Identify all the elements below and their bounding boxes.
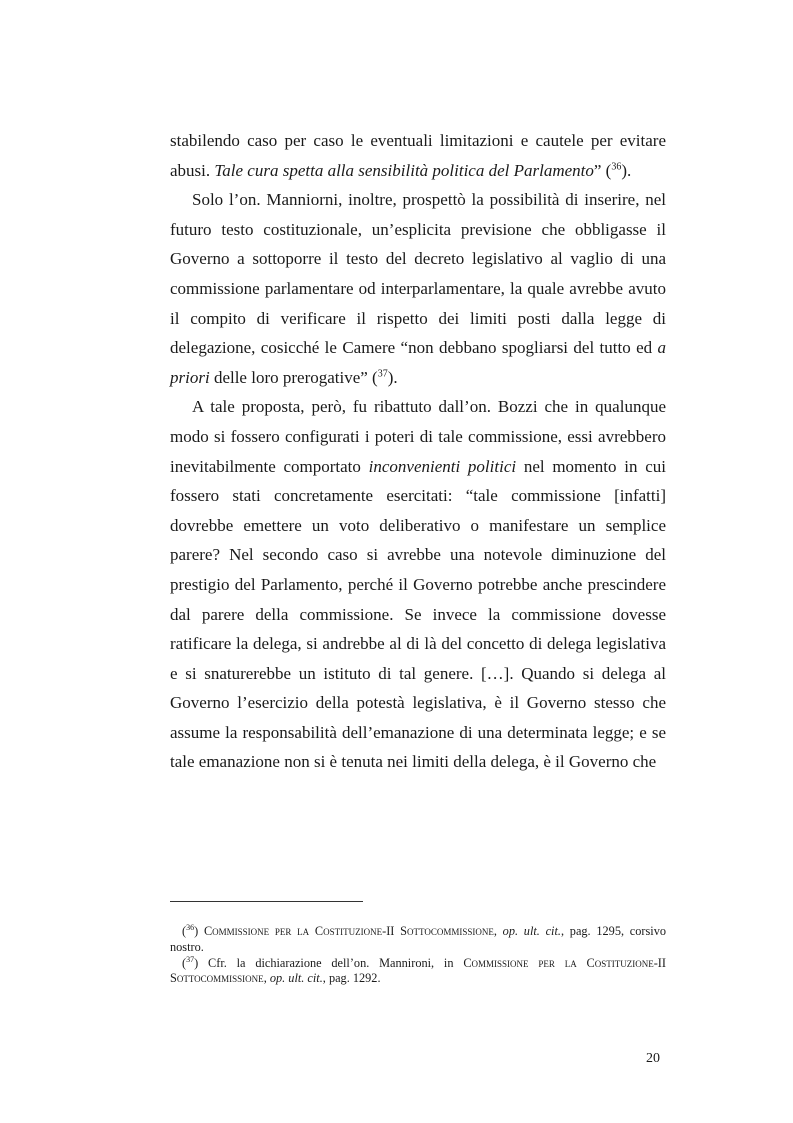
footnote-citation: op. ult. cit.	[269, 971, 323, 986]
footnote-citation: op. ult. cit.	[502, 924, 561, 938]
footnote-37: ($^{37}$) Cfr. la dichiarazione dell’on. Mannironi, in Commissione per la Costituzione-II Sottocommissione, op. ult. cit., pag. 1292.	[170, 954, 666, 986]
paragraph-2-text-end: delle loro prerogative” (	[209, 367, 378, 387]
footnote-detail: , pag. 1295, corsivo nostro.	[170, 924, 666, 954]
footnote-source: Commissione per la Costituzione-II Sottocommissione	[203, 924, 494, 938]
paragraph-1-close: ).	[621, 160, 632, 180]
footnote-number: 37	[186, 954, 195, 964]
footnote-ref-37[interactable]: 37	[377, 368, 388, 380]
paragraph-1-text-end: ” (	[593, 160, 612, 180]
footnote-number: 36	[186, 922, 195, 932]
footnote-separator-text: ,	[263, 971, 270, 986]
footnote-source: Commissione per la Costituzione-II Sottocommissione	[170, 955, 666, 986]
footnote-36: ($^{36}$) Commissione per la Costituzione-II Sottocommissione, op. ult. cit., pag. 1295, corsivo nostro.	[170, 922, 666, 954]
paragraph-3-text-end: nel momento in cui fossero stati concretamente esercitati: “tale commissione [infatti] dovrebbe emettere un voto deliberativo o manifestare un semplice parere? Nel secondo caso si avrebbe una notevole diminuzione del prestigio del Parlamento, perché il Governo potrebbe anche prescindere dal parere della commissione. Se invece la commissione dovesse ratificare la delega, si andrebbe al di là del concetto di delega legislativa e si snaturerebbe un istituto di tal genere. […]. Quando si delega al Governo l’esercizio della potestà legislativa, è il Governo stesso che assume la responsabilità dell’emanazione di una determinata legge; e se tale emanazione non si è tenuta nei limiti della delega, è il Governo che	[170, 456, 666, 772]
footnote-separator	[170, 901, 363, 902]
paragraph-2	[170, 185, 666, 392]
italic-a-priori: a priori	[170, 338, 666, 387]
paragraph-3	[170, 392, 666, 777]
footnotes	[170, 924, 666, 987]
page-number: 20	[646, 1051, 660, 1066]
footnote-detail: , pag. 1292.	[322, 971, 381, 986]
body-text	[170, 126, 666, 777]
footnote-separator-text: ,	[493, 924, 503, 938]
italic-quote: Tale cura spetta alla sensibilità politica del Parlamento	[214, 160, 594, 180]
footnote-ref-36[interactable]: 36	[611, 160, 622, 172]
italic-inconvenienti-politici: inconvenienti politici	[368, 456, 517, 476]
paragraph-1	[170, 126, 666, 185]
footnote-intro: Cfr. la dichiarazione dell’on. Mannironi, in	[208, 955, 464, 970]
paragraph-2-text: Solo l’on. Manniorni, inoltre, prospettò la possibilità di inserire, nel futuro testo costituzionale, un’esplicita previsione che obbligasse il Governo a sottoporre il testo del decreto legislativo al vaglio di una commissione parlamentare od interparlamentare, la quale avrebbe avuto il compito di verificare il rispetto dei limiti posti dalla legge di delegazione, cosicché le Camere “non debbano spogliarsi del tutto ed	[170, 190, 666, 358]
paragraph-2-close: ).	[387, 367, 398, 387]
paragraph-1-text: stabilendo caso per caso le eventuali limitazioni e cautele per evitare abusi.	[170, 131, 666, 180]
paragraph-3-text: A tale proposta, però, fu ribattuto dall’on. Bozzi che in qualunque modo si fossero configurati i poteri di tale commissione, essi avrebbero inevitabilmente comportato	[170, 397, 666, 476]
